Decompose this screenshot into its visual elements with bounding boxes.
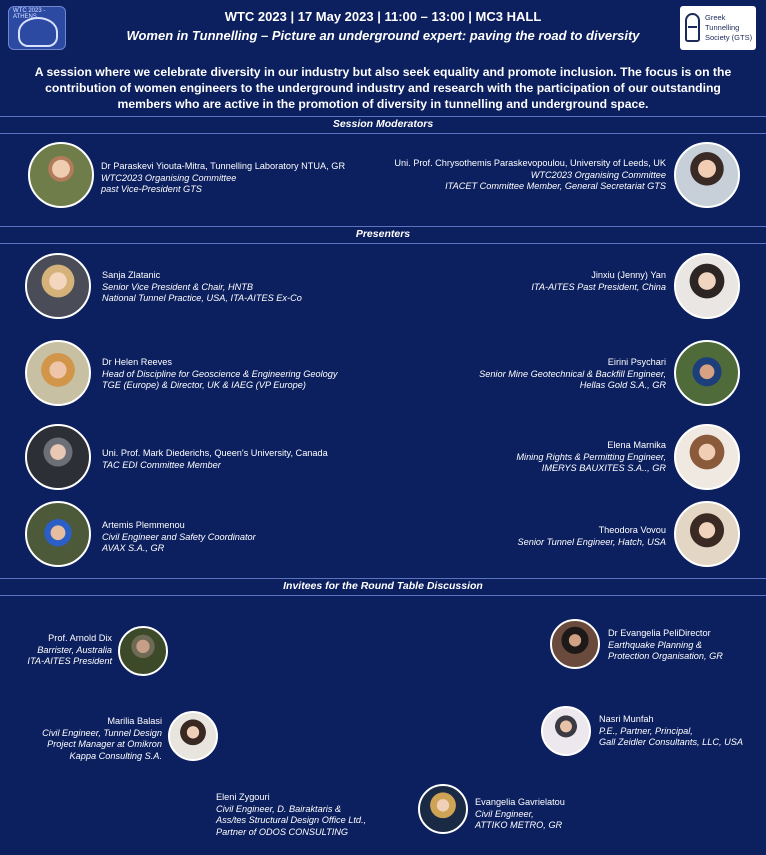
presenter-photo	[25, 340, 91, 406]
invitee-photo	[550, 619, 600, 669]
moderator-entry: Dr Paraskevi Yiouta-Mitra, Tunnelling Laboratory NTUA, GR WTC2023 Organising Committee past Vice-President GTS	[101, 161, 346, 194]
invitee-entry: Prof. Arnold Dix Barrister, Australia ITA-AITES President	[27, 633, 112, 666]
presenter-entry: Jinxiu (Jenny) Yan ITA-AITES Past President, China	[531, 270, 666, 292]
presenter-entry: Theodora Vovou Senior Tunnel Engineer, Hatch, USA	[517, 525, 666, 547]
divider	[0, 595, 766, 596]
presenter-photo	[25, 424, 91, 490]
moderator-photo	[28, 142, 94, 208]
divider	[0, 133, 766, 134]
section-presenters: Presenters	[355, 228, 411, 240]
section-moderators: Session Moderators	[332, 118, 434, 130]
presenter-entry: Sanja Zlatanic Senior Vice President & Chair, HNTB National Tunnel Practice, USA, ITA-AITES Ex-Co	[102, 270, 302, 303]
moderator-entry: Uni. Prof. Chrysothemis Paraskevopoulou, University of Leeds, UK WTC2023 Organising Committee ITACET Committee Member, General Secretariat GTS	[394, 158, 666, 191]
presenter-photo	[25, 501, 91, 567]
gts-logo-icon	[685, 13, 700, 42]
presenter-entry: Uni. Prof. Mark Diederichs, Queen's University, Canada TAC EDI Committee Member	[102, 448, 328, 470]
presenter-entry: Eirini Psychari Senior Mine Geotechnical & Backfill Engineer, Hellas Gold S.A., GR	[479, 357, 666, 390]
session-description: A session where we celebrate diversity in our industry but also seek equality and promote inclusion. The focus is on the contribution of women engineers to the underground industry and research with the participation of our outstanding members who are active in the promotion of diversity in tunnelling and underground space.	[34, 65, 732, 111]
divider	[0, 116, 766, 117]
invitee-entry: Eleni Zygouri Civil Engineer, D. Bairaktaris & Ass/tes Structural Design Office Ltd., Partner of ODOS CONSULTING	[216, 792, 367, 837]
invitee-photo	[541, 706, 591, 756]
gts-logo-text: Greek Tunnelling Society (GTS)	[705, 13, 753, 42]
presenter-photo	[674, 501, 740, 567]
invitee-entry: Dr Evangelia PeliDirector Earthquake Planning & Protection Organisation, GR	[608, 628, 723, 661]
presenter-entry: Artemis Plemmenou Civil Engineer and Safety Coordinator AVAX S.A., GR	[102, 520, 256, 553]
invitee-entry: Marilia Balasi Civil Engineer, Tunnel Design Project Manager at Omikron Kappa Consulting S.A.	[42, 716, 162, 761]
invitee-entry: Evangelia Gavrielatou Civil Engineer, ATTIKO METRO, GR	[475, 797, 565, 830]
gts-logo	[680, 6, 756, 50]
event-title: WTC 2023 | 17 May 2023 | 11:00 – 13:00 | MC3 HALL	[224, 9, 542, 24]
invitee-photo	[418, 784, 468, 834]
presenter-photo	[674, 340, 740, 406]
presenter-entry: Dr Helen Reeves Head of Discipline for Geoscience & Engineering Geology TGE (Europe) & Director, UK & IAEG (VP Europe)	[102, 357, 338, 390]
divider	[0, 226, 766, 227]
wtc2023-logo-text: WTC 2023 - ATHENS	[13, 8, 46, 20]
session-title: Women in Tunnelling – Picture an underground expert: paving the road to diversity	[126, 28, 640, 43]
invitee-entry: Nasri Munfah P.E., Partner, Principal, Gall Zeidler Consultants, LLC, USA	[599, 714, 743, 747]
divider	[0, 578, 766, 579]
invitee-photo	[118, 626, 168, 676]
presenter-photo	[25, 253, 91, 319]
presenter-entry: Elena Marnika Mining Rights & Permitting Engineer, IMERYS BAUXITES S.A.., GR	[516, 440, 666, 473]
presenter-photo	[674, 424, 740, 490]
section-invitees: Invitees for the Round Table Discussion	[283, 580, 483, 592]
invitee-photo	[168, 711, 218, 761]
moderator-photo	[674, 142, 740, 208]
divider	[0, 243, 766, 244]
presenter-photo	[674, 253, 740, 319]
